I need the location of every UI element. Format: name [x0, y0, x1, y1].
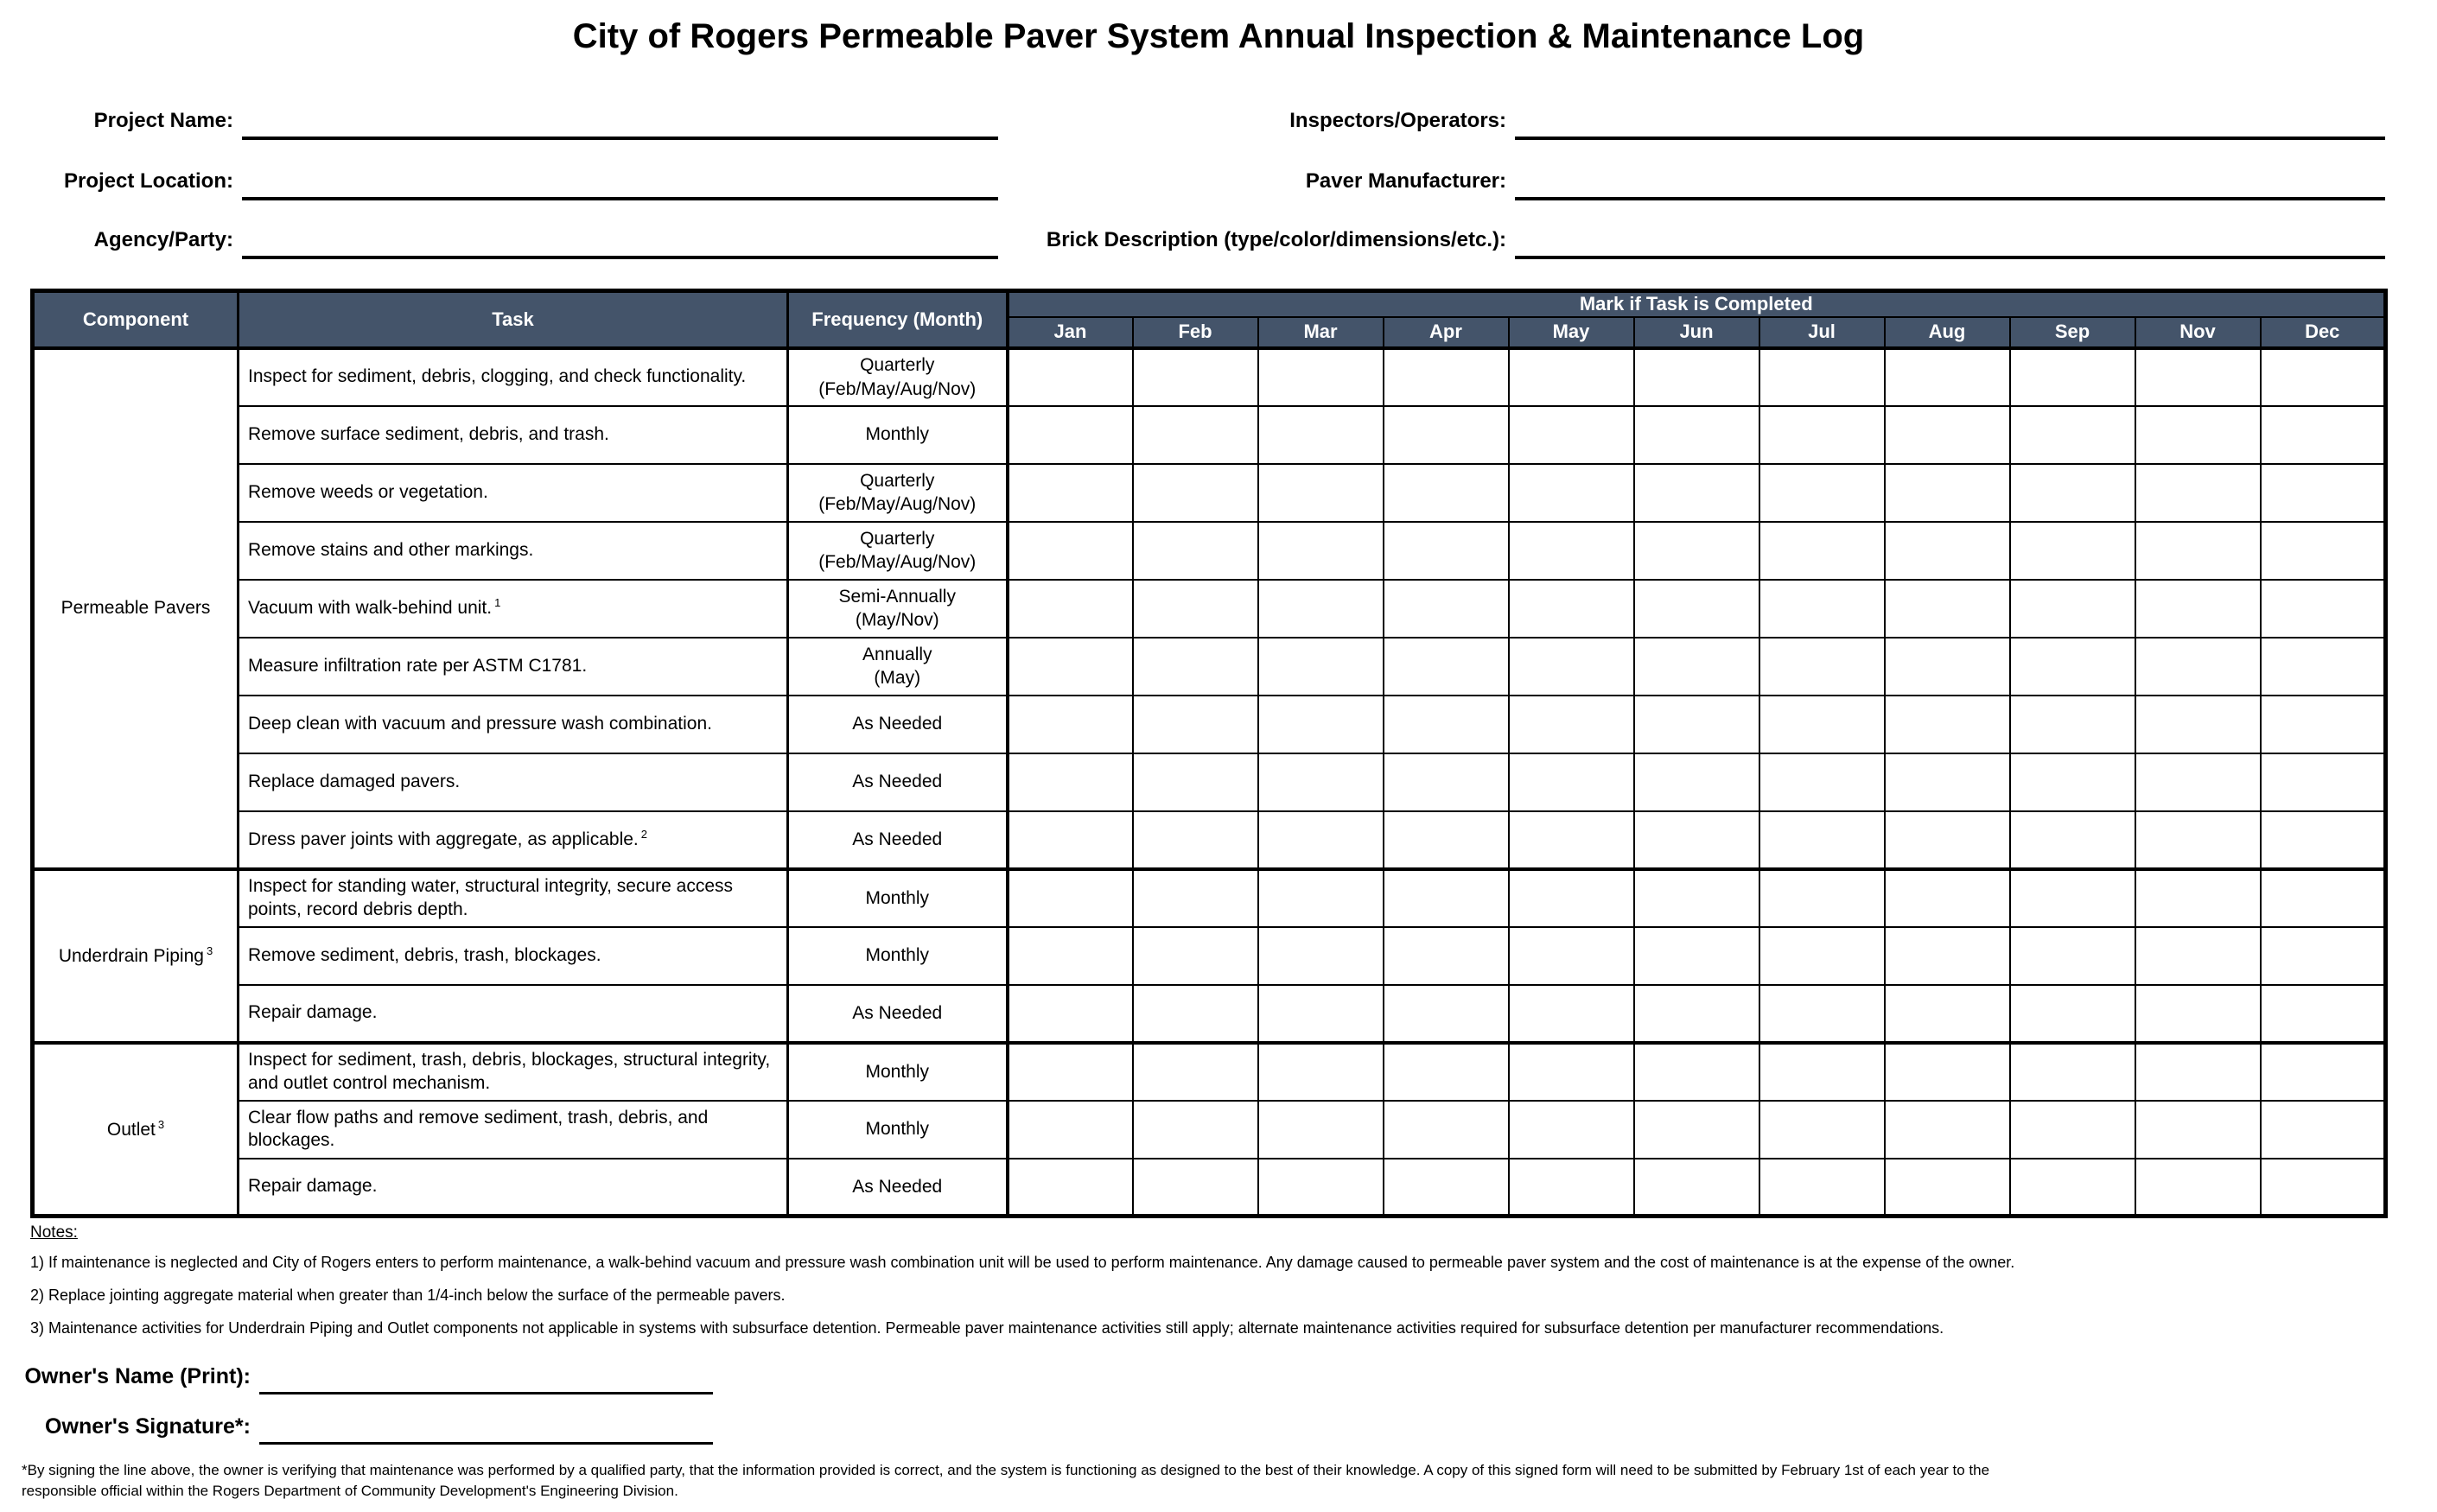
- month-mark-cell[interactable]: [1384, 464, 1509, 522]
- month-mark-cell[interactable]: [1384, 753, 1509, 811]
- month-mark-cell[interactable]: [1885, 406, 2010, 464]
- month-mark-cell[interactable]: [1759, 464, 1885, 522]
- month-mark-cell[interactable]: [2261, 696, 2386, 753]
- task-cell: Repair damage.: [239, 1159, 788, 1217]
- month-mark-cell[interactable]: [1885, 522, 2010, 580]
- month-mark-cell[interactable]: [1258, 580, 1384, 638]
- month-mark-cell[interactable]: [1759, 406, 1885, 464]
- month-mark-cell[interactable]: [1384, 1101, 1509, 1159]
- month-mark-cell[interactable]: [1759, 348, 1885, 406]
- month-mark-cell[interactable]: [1509, 1159, 1634, 1217]
- month-mark-cell[interactable]: [1885, 1159, 2010, 1217]
- month-header-mar: Mar: [1258, 317, 1384, 348]
- month-mark-cell[interactable]: [2010, 927, 2135, 985]
- task-cell: Remove stains and other markings.: [239, 522, 788, 580]
- month-mark-cell[interactable]: [1634, 869, 1759, 927]
- table-row: [33, 522, 2386, 580]
- month-mark-cell[interactable]: [2135, 348, 2261, 406]
- frequency-cell: Monthly: [788, 1043, 1008, 1101]
- month-mark-cell[interactable]: [2135, 464, 2261, 522]
- task-cell: Remove surface sediment, debris, and trash.: [239, 406, 788, 464]
- task-cell: Clear flow paths and remove sediment, trash, debris, and blockages.: [239, 1101, 788, 1159]
- component-cell-permeable-pavers: [33, 348, 239, 869]
- month-mark-cell[interactable]: [1384, 869, 1509, 927]
- page-title: City of Rogers Permeable Paver System Annual Inspection & Maintenance Log: [572, 17, 1865, 55]
- month-mark-cell[interactable]: [2135, 1101, 2261, 1159]
- month-mark-cell[interactable]: [1258, 753, 1384, 811]
- month-mark-cell[interactable]: [1384, 811, 1509, 869]
- month-mark-cell[interactable]: [1885, 1101, 2010, 1159]
- month-mark-cell[interactable]: [1384, 1159, 1509, 1217]
- month-mark-cell[interactable]: [1008, 406, 1133, 464]
- month-mark-cell[interactable]: [1509, 638, 1634, 696]
- component-cell-underdrain-piping: [33, 869, 239, 1043]
- notes-section: [30, 1223, 2398, 1352]
- frequency-cell: As Needed: [788, 753, 1008, 811]
- brick-description-input[interactable]: [1515, 221, 2385, 259]
- task-cell: Remove weeds or vegetation.: [239, 464, 788, 522]
- task-cell: Deep clean with vacuum and pressure wash combination.: [239, 696, 788, 753]
- month-mark-cell[interactable]: [1509, 811, 1634, 869]
- project-location-input[interactable]: [242, 162, 998, 200]
- mark-completed-header: Mark if Task is Completed: [1008, 291, 2386, 317]
- month-mark-cell[interactable]: [2135, 1159, 2261, 1217]
- month-mark-cell[interactable]: [2010, 638, 2135, 696]
- month-mark-cell[interactable]: [2135, 869, 2261, 927]
- month-mark-cell[interactable]: [2010, 464, 2135, 522]
- note-3: 3) Maintenance activities for Underdrain Piping and Outlet components not applicable in systems with subsurface detention. Permeable paver maintenance activities still apply; alternate maintenance activities required for subsurface detention per manufacturer recommendations.: [30, 1319, 1944, 1337]
- table-row: [33, 406, 2386, 464]
- month-mark-cell[interactable]: [1634, 985, 1759, 1043]
- owner-signature-input[interactable]: [259, 1408, 713, 1445]
- month-mark-cell[interactable]: [2010, 522, 2135, 580]
- month-mark-cell[interactable]: [2010, 696, 2135, 753]
- task-column-header: Task: [239, 291, 788, 348]
- month-header-jul: Jul: [1759, 317, 1885, 348]
- superscript: 3: [206, 944, 213, 957]
- month-mark-cell[interactable]: [1008, 522, 1133, 580]
- frequency-cell: Semi-Annually (May/Nov): [788, 580, 1008, 638]
- month-mark-cell[interactable]: [1634, 1159, 1759, 1217]
- month-mark-cell[interactable]: [2135, 927, 2261, 985]
- table-row: [33, 638, 2386, 696]
- month-mark-cell[interactable]: [1133, 348, 1258, 406]
- month-mark-cell[interactable]: [2261, 638, 2386, 696]
- project-location-row: [35, 157, 998, 200]
- inspectors-label: Inspectors/Operators:: [1289, 109, 1506, 132]
- project-location-label: Project Location:: [63, 169, 233, 193]
- month-mark-cell[interactable]: [1885, 753, 2010, 811]
- month-mark-cell[interactable]: [2010, 1043, 2135, 1101]
- month-mark-cell[interactable]: [1384, 580, 1509, 638]
- month-mark-cell[interactable]: [1133, 522, 1258, 580]
- task-cell: Measure infiltration rate per ASTM C1781.: [239, 638, 788, 696]
- frequency-cell: As Needed: [788, 696, 1008, 753]
- frequency-cell: Annually (May): [788, 638, 1008, 696]
- month-mark-cell[interactable]: [1634, 811, 1759, 869]
- month-mark-cell[interactable]: [2010, 348, 2135, 406]
- month-mark-cell[interactable]: [1759, 869, 1885, 927]
- month-mark-cell[interactable]: [1634, 927, 1759, 985]
- month-mark-cell[interactable]: [1384, 696, 1509, 753]
- month-mark-cell[interactable]: [1133, 464, 1258, 522]
- month-mark-cell[interactable]: [1634, 1101, 1759, 1159]
- month-mark-cell[interactable]: [2261, 580, 2386, 638]
- month-mark-cell[interactable]: [1133, 1101, 1258, 1159]
- month-mark-cell[interactable]: [1885, 638, 2010, 696]
- frequency-cell: Monthly: [788, 927, 1008, 985]
- month-mark-cell[interactable]: [1008, 1159, 1133, 1217]
- month-mark-cell[interactable]: [1509, 869, 1634, 927]
- month-mark-cell[interactable]: [1634, 638, 1759, 696]
- month-mark-cell[interactable]: [2135, 1043, 2261, 1101]
- month-mark-cell[interactable]: [1759, 638, 1885, 696]
- month-mark-cell[interactable]: [1509, 1101, 1634, 1159]
- month-mark-cell[interactable]: [1258, 1101, 1384, 1159]
- month-header-feb: Feb: [1133, 317, 1258, 348]
- month-mark-cell[interactable]: [1258, 869, 1384, 927]
- superscript: 2: [640, 827, 647, 841]
- month-mark-cell[interactable]: [2010, 406, 2135, 464]
- month-mark-cell[interactable]: [1509, 580, 1634, 638]
- frequency-cell: As Needed: [788, 811, 1008, 869]
- month-mark-cell[interactable]: [1759, 1101, 1885, 1159]
- task-cell: Inspect for sediment, trash, debris, blockages, structural integrity, and outlet control mechanism.: [239, 1043, 788, 1101]
- month-mark-cell[interactable]: [1008, 1043, 1133, 1101]
- month-mark-cell[interactable]: [2261, 348, 2386, 406]
- task-cell: Repair damage.: [239, 985, 788, 1043]
- month-mark-cell[interactable]: [1885, 985, 2010, 1043]
- task-cell: Vacuum with walk-behind unit. $^1$: [239, 580, 788, 638]
- month-mark-cell[interactable]: [1634, 348, 1759, 406]
- month-mark-cell[interactable]: [1634, 464, 1759, 522]
- table-row: [33, 927, 2386, 985]
- paver-manufacturer-input[interactable]: [1515, 162, 2385, 200]
- month-mark-cell[interactable]: [1509, 464, 1634, 522]
- month-mark-cell[interactable]: [2261, 811, 2386, 869]
- month-mark-cell[interactable]: [1258, 927, 1384, 985]
- paver-manufacturer-label: Paver Manufacturer:: [1305, 169, 1506, 193]
- owner-name-input[interactable]: [259, 1358, 713, 1394]
- month-mark-cell[interactable]: [1258, 348, 1384, 406]
- frequency-cell: Quarterly (Feb/May/Aug/Nov): [788, 464, 1008, 522]
- month-mark-cell[interactable]: [2010, 580, 2135, 638]
- inspectors-row: [1007, 97, 2385, 140]
- agency-party-input[interactable]: [242, 221, 998, 259]
- month-mark-cell[interactable]: [1008, 696, 1133, 753]
- month-mark-cell[interactable]: [2010, 811, 2135, 869]
- month-mark-cell[interactable]: [1133, 638, 1258, 696]
- month-mark-cell[interactable]: [1133, 1043, 1258, 1101]
- month-header-jun: Jun: [1634, 317, 1759, 348]
- note-1: 1) If maintenance is neglected and City of Rogers enters to perform maintenance, a walk-behind vacuum and pressure wash combination unit will be used to perform maintenance. Any damage caused to permeable paver system and the cost of maintenance is at the expense of the owner.: [30, 1254, 2015, 1271]
- month-mark-cell[interactable]: [2135, 638, 2261, 696]
- month-mark-cell[interactable]: [1885, 1043, 2010, 1101]
- note-2: 2) Replace jointing aggregate material when greater than 1/4-inch below the surface of the permeable pavers.: [30, 1286, 786, 1304]
- month-mark-cell[interactable]: [1759, 1159, 1885, 1217]
- table-row: [33, 464, 2386, 522]
- brick-description-row: [1007, 216, 2385, 259]
- month-mark-cell[interactable]: [2010, 1159, 2135, 1217]
- agency-party-row: [35, 216, 998, 259]
- notes-heading: Notes:: [30, 1223, 78, 1242]
- month-mark-cell[interactable]: [1885, 811, 2010, 869]
- frequency-cell: Monthly: [788, 406, 1008, 464]
- month-mark-cell[interactable]: [2010, 985, 2135, 1043]
- month-mark-cell[interactable]: [1008, 464, 1133, 522]
- month-mark-cell[interactable]: [1008, 811, 1133, 869]
- month-mark-cell[interactable]: [2010, 869, 2135, 927]
- month-mark-cell[interactable]: [2261, 522, 2386, 580]
- table-row: [33, 1101, 2386, 1159]
- component-column-header: Component: [33, 291, 239, 348]
- month-mark-cell[interactable]: [1885, 869, 2010, 927]
- header-row-top: [33, 291, 2386, 317]
- month-mark-cell[interactable]: [1258, 638, 1384, 696]
- month-mark-cell[interactable]: [1258, 522, 1384, 580]
- month-mark-cell[interactable]: [1384, 406, 1509, 464]
- table-row: [33, 580, 2386, 638]
- month-mark-cell[interactable]: [1258, 464, 1384, 522]
- month-mark-cell[interactable]: [1759, 811, 1885, 869]
- project-name-input[interactable]: [242, 102, 998, 140]
- month-mark-cell[interactable]: [2261, 464, 2386, 522]
- month-mark-cell[interactable]: [1885, 696, 2010, 753]
- month-mark-cell[interactable]: [2135, 753, 2261, 811]
- signature-disclaimer: *By signing the line above, the owner is verifying that maintenance was performed by a qualified party, that the information provided is correct, and the system is functioning as designed to the best of their knowledge. A copy of this signed form will need to be submitted by February 1st of each year to the responsible official within the Rogers Department of Community Development's Engineering Division.: [22, 1462, 1990, 1499]
- month-mark-cell[interactable]: [1509, 406, 1634, 464]
- month-mark-cell[interactable]: [1008, 869, 1133, 927]
- owner-signature-label: Owner's Signature*:: [45, 1414, 251, 1439]
- month-mark-cell[interactable]: [2261, 1159, 2386, 1217]
- month-mark-cell[interactable]: [1258, 1043, 1384, 1101]
- project-name-row: [35, 97, 998, 140]
- month-mark-cell[interactable]: [2010, 1101, 2135, 1159]
- month-mark-cell[interactable]: [1885, 464, 2010, 522]
- owner-name-label: Owner's Name (Print):: [24, 1364, 251, 1388]
- month-mark-cell[interactable]: [1133, 580, 1258, 638]
- month-mark-cell[interactable]: [1885, 580, 2010, 638]
- frequency-cell: Monthly: [788, 869, 1008, 927]
- month-mark-cell[interactable]: [1384, 522, 1509, 580]
- table-row: [33, 753, 2386, 811]
- task-cell: Dress paver joints with aggregate, as applicable. $^2$: [239, 811, 788, 869]
- month-mark-cell[interactable]: [1885, 348, 2010, 406]
- month-mark-cell[interactable]: [1384, 1043, 1509, 1101]
- task-cell: Replace damaged pavers.: [239, 753, 788, 811]
- frequency-cell: Monthly: [788, 1101, 1008, 1159]
- month-mark-cell[interactable]: [1258, 696, 1384, 753]
- month-mark-cell[interactable]: [1258, 985, 1384, 1043]
- month-mark-cell[interactable]: [1008, 1101, 1133, 1159]
- month-mark-cell[interactable]: [1634, 1043, 1759, 1101]
- month-header-jan: Jan: [1008, 317, 1133, 348]
- table-row: [33, 696, 2386, 753]
- month-mark-cell[interactable]: [1384, 985, 1509, 1043]
- month-mark-cell[interactable]: [2135, 522, 2261, 580]
- month-mark-cell[interactable]: [2261, 753, 2386, 811]
- month-mark-cell[interactable]: [1133, 406, 1258, 464]
- month-mark-cell[interactable]: [2135, 406, 2261, 464]
- paver-manufacturer-row: [1007, 157, 2385, 200]
- superscript: 1: [494, 596, 501, 610]
- month-mark-cell[interactable]: [1133, 869, 1258, 927]
- month-mark-cell[interactable]: [1008, 638, 1133, 696]
- month-mark-cell[interactable]: [1509, 985, 1634, 1043]
- month-mark-cell[interactable]: [1133, 696, 1258, 753]
- month-mark-cell[interactable]: [1759, 696, 1885, 753]
- month-mark-cell[interactable]: [1133, 985, 1258, 1043]
- month-mark-cell[interactable]: [1133, 753, 1258, 811]
- month-mark-cell[interactable]: [2135, 580, 2261, 638]
- month-header-sep: Sep: [2010, 317, 2135, 348]
- month-mark-cell[interactable]: [1008, 348, 1133, 406]
- month-mark-cell[interactable]: [2010, 753, 2135, 811]
- month-mark-cell[interactable]: [1258, 811, 1384, 869]
- maintenance-log-table: [30, 289, 2388, 1218]
- component-label: Outlet: [106, 1119, 156, 1140]
- frequency-column-header: Frequency (Month): [788, 291, 1008, 348]
- month-mark-cell[interactable]: [1509, 348, 1634, 406]
- task-cell: Remove sediment, debris, trash, blockages.: [239, 927, 788, 985]
- frequency-cell: Quarterly (Feb/May/Aug/Nov): [788, 522, 1008, 580]
- month-mark-cell[interactable]: [1634, 522, 1759, 580]
- month-mark-cell[interactable]: [1759, 1043, 1885, 1101]
- month-mark-cell[interactable]: [2135, 985, 2261, 1043]
- frequency-cell: Quarterly (Feb/May/Aug/Nov): [788, 348, 1008, 406]
- month-mark-cell[interactable]: [1258, 406, 1384, 464]
- month-mark-cell[interactable]: [2261, 985, 2386, 1043]
- month-header-may: May: [1509, 317, 1634, 348]
- month-mark-cell[interactable]: [1759, 753, 1885, 811]
- month-mark-cell[interactable]: [1008, 753, 1133, 811]
- agency-party-label: Agency/Party:: [93, 228, 233, 251]
- month-mark-cell[interactable]: [1759, 985, 1885, 1043]
- component-label: Underdrain Piping: [58, 946, 204, 966]
- month-mark-cell[interactable]: [2135, 811, 2261, 869]
- month-mark-cell[interactable]: [2261, 1101, 2386, 1159]
- month-mark-cell[interactable]: [2261, 1043, 2386, 1101]
- brick-description-label: Brick Description (type/color/dimensions/etc.):: [1046, 228, 1506, 251]
- owner-signature-row: [22, 1403, 713, 1445]
- task-cell: Inspect for standing water, structural integrity, secure access points, record debris depth.: [239, 869, 788, 927]
- owner-name-row: [22, 1353, 713, 1394]
- frequency-cell: As Needed: [788, 985, 1008, 1043]
- month-mark-cell[interactable]: [1133, 811, 1258, 869]
- month-mark-cell[interactable]: [1509, 522, 1634, 580]
- month-mark-cell[interactable]: [1885, 927, 2010, 985]
- month-mark-cell[interactable]: [1634, 696, 1759, 753]
- table-row: [33, 1043, 2386, 1101]
- month-mark-cell[interactable]: [1258, 1159, 1384, 1217]
- month-mark-cell[interactable]: [1133, 927, 1258, 985]
- month-mark-cell[interactable]: [1509, 696, 1634, 753]
- month-mark-cell[interactable]: [1759, 522, 1885, 580]
- month-header-apr: Apr: [1384, 317, 1509, 348]
- frequency-cell: As Needed: [788, 1159, 1008, 1217]
- project-name-label: Project Name:: [93, 109, 233, 132]
- month-mark-cell[interactable]: [1634, 753, 1759, 811]
- month-header-nov: Nov: [2135, 317, 2261, 348]
- table-row: [33, 985, 2386, 1043]
- month-mark-cell[interactable]: [1384, 638, 1509, 696]
- month-mark-cell[interactable]: [1509, 753, 1634, 811]
- month-mark-cell[interactable]: [1759, 580, 1885, 638]
- month-mark-cell[interactable]: [1008, 985, 1133, 1043]
- month-mark-cell[interactable]: [1634, 580, 1759, 638]
- month-mark-cell[interactable]: [1133, 1159, 1258, 1217]
- table-row: [33, 869, 2386, 927]
- task-cell: Inspect for sediment, debris, clogging, and check functionality.: [239, 348, 788, 406]
- table-row: [33, 1159, 2386, 1217]
- superscript: 3: [157, 1117, 165, 1131]
- month-mark-cell[interactable]: [2261, 406, 2386, 464]
- month-mark-cell[interactable]: [1634, 406, 1759, 464]
- component-label: Permeable Pavers: [60, 598, 211, 618]
- month-mark-cell[interactable]: [2261, 869, 2386, 927]
- table-row: [33, 811, 2386, 869]
- month-mark-cell[interactable]: [2135, 696, 2261, 753]
- month-mark-cell[interactable]: [1509, 927, 1634, 985]
- month-header-dec: Dec: [2261, 317, 2386, 348]
- month-mark-cell[interactable]: [1759, 927, 1885, 985]
- month-mark-cell[interactable]: [2261, 927, 2386, 985]
- inspectors-input[interactable]: [1515, 102, 2385, 140]
- component-cell-outlet: [33, 1043, 239, 1217]
- month-mark-cell[interactable]: [1008, 927, 1133, 985]
- month-mark-cell[interactable]: [1509, 1043, 1634, 1101]
- month-mark-cell[interactable]: [1384, 927, 1509, 985]
- month-mark-cell[interactable]: [1384, 348, 1509, 406]
- table-row: [33, 348, 2386, 406]
- month-mark-cell[interactable]: [1008, 580, 1133, 638]
- month-header-aug: Aug: [1885, 317, 2010, 348]
